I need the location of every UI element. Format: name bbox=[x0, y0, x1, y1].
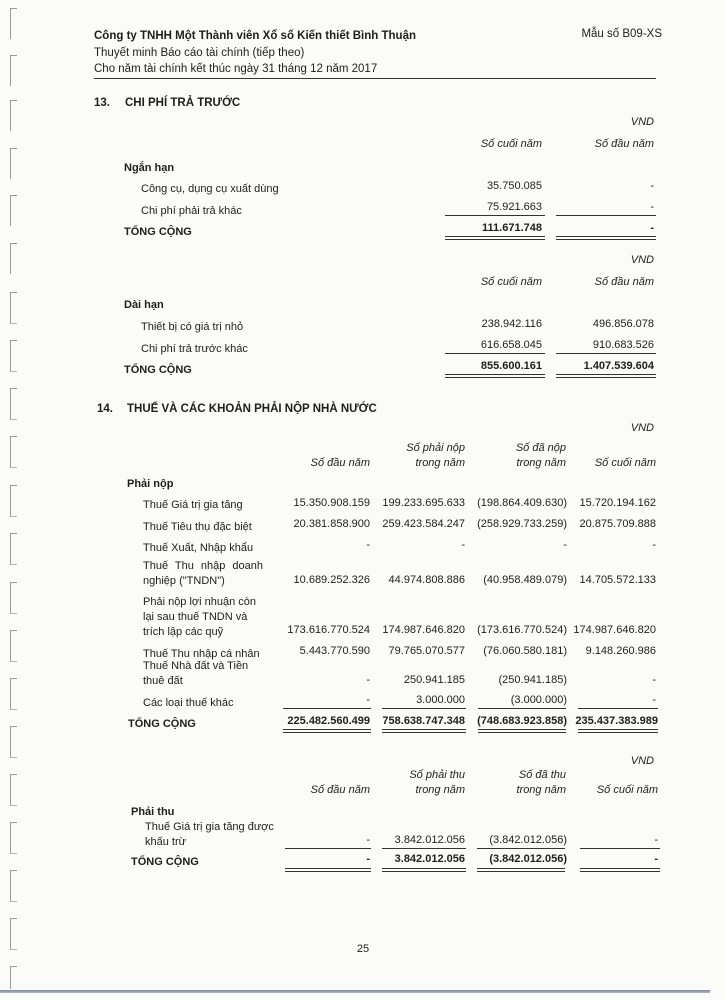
total-value: 758.638.747.348 bbox=[382, 715, 465, 727]
cell-value: 910.683.526 bbox=[592, 339, 654, 351]
cell-value: 616.658.045 bbox=[480, 339, 542, 351]
row-label: Phải nộp lợi nhuận còn lại sau thuế TNDN và trích lập các quỹ bbox=[143, 596, 257, 638]
section-13-number: 13. bbox=[94, 97, 110, 109]
cell-value: 9.148.260.986 bbox=[585, 645, 656, 657]
binding-mark bbox=[10, 870, 17, 902]
total-value: 3.842.012.056 bbox=[394, 853, 465, 865]
row-label: Các loại thuế khác bbox=[143, 697, 234, 709]
row-label: Thiết bị có giá trị nhỏ bbox=[141, 321, 244, 333]
total-double-rule bbox=[578, 729, 658, 733]
binding-mark bbox=[10, 8, 17, 39]
total-value: 111.671.748 bbox=[482, 222, 542, 234]
column-header-line2: trong năm bbox=[415, 784, 465, 796]
subtotal-rule bbox=[283, 708, 371, 709]
column-header bbox=[558, 768, 658, 798]
cell-value: - bbox=[366, 674, 370, 686]
binding-mark bbox=[10, 195, 17, 226]
cell-value: 250.941.185 bbox=[403, 674, 465, 686]
column-header bbox=[365, 441, 465, 471]
subtotal-rule bbox=[477, 848, 565, 849]
cell-value: 79.765.070.577 bbox=[388, 645, 465, 657]
total-value: - bbox=[366, 853, 370, 865]
cell-value: 238.942.116 bbox=[481, 318, 542, 330]
header-rule bbox=[94, 78, 656, 79]
row-label: Thuế Tiêu thụ đặc biệt bbox=[143, 521, 252, 533]
cell-value: - bbox=[652, 674, 656, 686]
total-label: TỔNG CỘNG bbox=[131, 856, 199, 868]
binding-mark bbox=[10, 726, 17, 758]
column-header bbox=[270, 441, 370, 471]
row-label: Thuế Thu nhập cá nhân bbox=[143, 648, 260, 660]
section-13-title: CHI PHÍ TRẢ TRƯỚC bbox=[125, 97, 241, 109]
column-header: Số cuối năm bbox=[480, 276, 542, 288]
column-header-line1 bbox=[556, 441, 656, 456]
binding-mark bbox=[10, 148, 17, 179]
cell-value: - bbox=[461, 539, 465, 551]
total-value: (748.683.923.858) bbox=[477, 715, 567, 727]
total-value: 855.600.161 bbox=[480, 360, 542, 372]
cell-value: 3.842.012.056 bbox=[394, 834, 465, 846]
cell-value: - bbox=[654, 834, 658, 846]
column-header bbox=[466, 768, 566, 798]
column-header bbox=[365, 768, 465, 798]
column-header-line2: trong năm bbox=[516, 784, 566, 796]
cell-value: (198.864.409.630) bbox=[477, 497, 567, 509]
column-header-line1 bbox=[270, 441, 370, 456]
section-14-title: THUẾ VÀ CÁC KHOẢN PHẢI NỘP NHÀ NƯỚC bbox=[127, 403, 377, 415]
column-header bbox=[270, 768, 370, 798]
cell-value: 5.443.770.590 bbox=[299, 645, 370, 657]
column-header-line2: trong năm bbox=[516, 457, 566, 469]
column-header-line2: Số đầu năm bbox=[310, 457, 370, 469]
binding-mark bbox=[10, 774, 17, 806]
report-period: Cho năm tài chính kết thúc ngày 31 tháng 12 năm 2017 bbox=[94, 63, 378, 75]
column-header-line2: Số cuối năm bbox=[594, 457, 656, 469]
cell-value: (3.842.012.056) bbox=[489, 834, 567, 846]
cell-value: 14.705.572.133 bbox=[579, 574, 656, 586]
binding-mark bbox=[10, 100, 17, 131]
cell-value: - bbox=[652, 539, 656, 551]
column-header bbox=[466, 441, 566, 471]
row-label: Chi phí phải trả khác bbox=[141, 205, 242, 217]
subtotal-rule bbox=[556, 215, 656, 216]
group-label: Ngắn hạn bbox=[124, 162, 175, 174]
binding-mark bbox=[10, 485, 17, 517]
column-header-line2: Số đầu năm bbox=[310, 784, 370, 796]
column-header-line1: Số đã thu bbox=[518, 769, 566, 781]
column-header-line1: Số phải nộp bbox=[406, 442, 465, 454]
row-label: Chi phí trả trước khác bbox=[141, 343, 248, 355]
group-label: Dài hạn bbox=[124, 299, 164, 311]
report-subtitle: Thuyết minh Báo cáo tài chính (tiếp theo) bbox=[94, 47, 305, 59]
row-label: Thuế Giá trị gia tăng được khấu trừ bbox=[145, 821, 274, 848]
subtotal-rule bbox=[580, 848, 660, 849]
total-double-rule bbox=[556, 374, 656, 378]
subtotal-rule bbox=[285, 848, 371, 849]
total-label: TỔNG CỘNG bbox=[124, 226, 192, 238]
column-header-line1: Số đã nộp bbox=[515, 442, 566, 454]
total-double-rule bbox=[556, 236, 656, 240]
cell-value: - bbox=[366, 539, 370, 551]
cell-value: 174.987.646.820 bbox=[382, 624, 465, 636]
cell-value: 15.350.908.159 bbox=[293, 497, 370, 509]
currency-label: VND bbox=[630, 755, 654, 767]
cell-value: - bbox=[652, 694, 656, 706]
binding-mark bbox=[10, 436, 17, 468]
subtotal-rule bbox=[382, 848, 466, 849]
total-value: - bbox=[650, 222, 654, 234]
total-double-rule bbox=[445, 236, 545, 240]
cell-value: 15.720.194.162 bbox=[579, 497, 656, 509]
binding-mark bbox=[10, 388, 17, 420]
column-header: Số cuối năm bbox=[480, 138, 542, 150]
binding-mark bbox=[10, 582, 17, 614]
currency-label: VND bbox=[630, 254, 654, 266]
total-double-rule bbox=[382, 868, 466, 872]
row-label: Công cụ, dụng cụ xuất dùng bbox=[141, 183, 279, 195]
scan-edge bbox=[0, 990, 710, 993]
total-label: TỔNG CỘNG bbox=[128, 718, 196, 730]
column-header: Số đầu năm bbox=[594, 138, 654, 150]
cell-value: 496.856.078 bbox=[592, 318, 654, 330]
section-14-number: 14. bbox=[97, 403, 113, 415]
total-value: - bbox=[654, 853, 658, 865]
cell-value: 75.921.663 bbox=[486, 201, 542, 213]
subtotal-rule bbox=[445, 215, 545, 216]
binding-mark bbox=[10, 630, 17, 662]
cell-value: 173.616.770.524 bbox=[287, 624, 370, 636]
company-name: Công ty TNHH Một Thành viên Xổ số Kiến thiết Bình Thuận bbox=[94, 30, 416, 42]
binding-mark bbox=[10, 340, 17, 372]
cell-value: 174.987.646.820 bbox=[573, 624, 656, 636]
total-value: (3.842.012.056) bbox=[489, 853, 567, 865]
cell-value: - bbox=[650, 201, 654, 213]
binding-mark bbox=[10, 243, 17, 274]
subtotal-rule bbox=[445, 353, 545, 354]
column-header: Số đầu năm bbox=[594, 276, 654, 288]
column-header-line2: trong năm bbox=[415, 457, 465, 469]
total-value: 235.437.383.989 bbox=[575, 715, 658, 727]
total-double-rule bbox=[580, 868, 660, 872]
cell-value: (40.958.489.079) bbox=[483, 574, 567, 586]
group-label: Phải nộp bbox=[127, 478, 174, 490]
total-value: 225.482.560.499 bbox=[287, 715, 370, 727]
group-label: Phải thu bbox=[131, 806, 175, 818]
subtotal-rule bbox=[478, 708, 566, 709]
column-header bbox=[556, 441, 656, 471]
currency-label: VND bbox=[630, 422, 654, 434]
cell-value: 20.875.709.888 bbox=[579, 518, 656, 530]
total-double-rule bbox=[445, 374, 545, 378]
cell-value: (3.000.000) bbox=[510, 694, 567, 706]
column-header-line1 bbox=[270, 768, 370, 783]
column-header-line2: Số cuối năm bbox=[596, 784, 658, 796]
row-label: Thuế Nhà đất và Tiền thuê đất bbox=[143, 660, 249, 687]
total-double-rule bbox=[382, 729, 466, 733]
cell-value: - bbox=[366, 834, 370, 846]
column-header-line1: Số phải thu bbox=[409, 769, 465, 781]
total-value: 1.407.539.604 bbox=[583, 360, 654, 372]
total-label: TỔNG CỘNG bbox=[124, 364, 192, 376]
subtotal-rule bbox=[556, 353, 656, 354]
total-double-rule bbox=[285, 868, 371, 872]
cell-value: 199.233.695.633 bbox=[382, 497, 465, 509]
cell-value: - bbox=[563, 539, 567, 551]
subtotal-rule bbox=[382, 708, 466, 709]
page-number: 25 bbox=[356, 943, 370, 955]
binding-mark bbox=[10, 966, 17, 989]
total-double-rule bbox=[477, 868, 565, 872]
binding-mark bbox=[10, 533, 17, 565]
binding-mark bbox=[10, 678, 17, 710]
cell-value: (76.060.580.181) bbox=[483, 645, 567, 657]
form-code: Mẫu số B09-XS bbox=[581, 28, 662, 40]
cell-value: 20.381.858.900 bbox=[293, 518, 370, 530]
binding-mark bbox=[10, 822, 17, 854]
cell-value: - bbox=[366, 694, 370, 706]
subtotal-rule bbox=[578, 708, 658, 709]
currency-label: VND bbox=[630, 116, 654, 128]
cell-value: (173.616.770.524) bbox=[477, 624, 567, 636]
column-header-line1 bbox=[558, 768, 658, 783]
cell-value: (258.929.733.259) bbox=[477, 518, 567, 530]
cell-value: 259.423.584.247 bbox=[382, 518, 465, 530]
cell-value: (250.941.185) bbox=[498, 674, 567, 686]
cell-value: 3.000.000 bbox=[416, 694, 465, 706]
row-label: Thuế Xuất, Nhập khẩu bbox=[143, 542, 254, 554]
binding-mark bbox=[10, 55, 17, 86]
cell-value: 35.750.085 bbox=[486, 180, 542, 192]
cell-value: 44.974.808.886 bbox=[388, 574, 465, 586]
cell-value: 10.689.252.326 bbox=[293, 574, 370, 586]
row-label: Thuế Giá trị gia tăng bbox=[143, 499, 243, 511]
binding-mark bbox=[10, 292, 17, 324]
total-double-rule bbox=[478, 729, 566, 733]
total-double-rule bbox=[283, 729, 371, 733]
row-label: Thuế Thu nhập doanh nghiệp ("TNDN") bbox=[143, 560, 263, 587]
cell-value: - bbox=[650, 180, 654, 192]
